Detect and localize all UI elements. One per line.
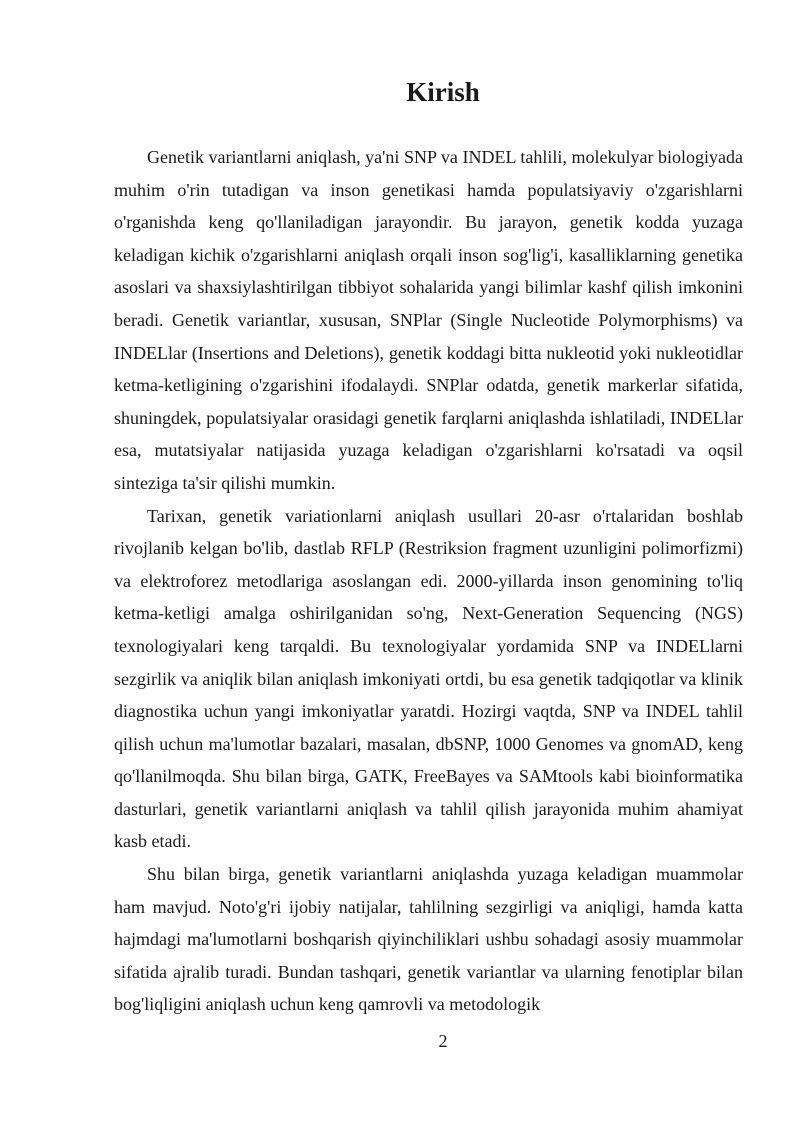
paragraph-1: Genetik variantlarni aniqlash, ya'ni SNP va INDEL tahlili, molekulyar biologiyada muhim o'rin tutadigan va inson genetikasi hamda populatsiyaviy o'zgarishlarni o'rganishda keng qo'llaniladigan jarayondir. Bu jarayon, genetik kodda yuzaga keladigan kichik o'zgarishlarni aniqlash orqali inson sog'lig'i, kasalliklarning genetika asoslari va shaxsiylashtirilgan tibbiyot sohalarida yangi bilimlar kashf qilish imkonini beradi. Genetik variantlar, xususan, SNPlar (Single Nucleotide Polymorphisms) va INDELlar (Insertions and Deletions), genetik koddagi bitta nukleotid yoki nukleotidlar ketma-ketligining o'zgarishini ifodalaydi. SNPlar odatda, genetik markerlar sifatida, shuningdek, populatsiyalar orasidagi genetik farqlarni aniqlashda ishlatiladi, INDELlar esa, mutatsiyalar natijasida yuzaga keladigan o'zgarishlarni ko'rsatadi va oqsil sinteziga ta'sir qilishi mumkin. [114, 147, 743, 493]
page-title: Kirish [406, 77, 480, 107]
body-text [114, 141, 743, 1021]
paragraph-3: Shu bilan birga, genetik variantlarni aniqlashda yuzaga keladigan muammolar ham mavjud. Noto'g'ri ijobiy natijalar, tahlilning sezgirligi va aniqligi, hamda katta hajmdagi ma'lumotlarni boshqarish qiyinchiliklari ushbu sohadagi asosiy muammolar sifatida ajralib turadi. Bundan tashqari, genetik variantlar va ularning fenotiplar bilan bog'liqligini aniqlash uchun keng qamrovli va metodologik [114, 864, 743, 1015]
paragraph-2: Tarixan, genetik variationlarni aniqlash usullari 20-asr o'rtalaridan boshlab rivojlanib kelgan bo'lib, dastlab RFLP (Restriksion fragment uzunligini polimorfizmi) va elektroforez metodlariga asoslangan edi. 2000-yillarda inson genomining to'liq ketma-ketligi amalga oshirilganidan so'ng, Next-Generation Sequencing (NGS) texnologiyalari keng tarqaldi. Bu texnologiyalar yordamida SNP va INDELlarni sezgirlik va aniqlik bilan aniqlash imkoniyati ortdi, bu esa genetik tadqiqotlar va klinik diagnostika uchun yangi imkoniyatlar yaratdi. Hozirgi vaqtda, SNP va INDEL tahlil qilish uchun ma'lumotlar bazalari, masalan, dbSNP, 1000 Genomes va gnomAD, keng qo'llanilmoqda. Shu bilan birga, GATK, FreeBayes va SAMtools kabi bioinformatika dasturlari, genetik variantlarni aniqlash va tahlil qilish jarayonida muhim ahamiyat kasb etadi. [114, 505, 743, 852]
page-number: 2 [438, 1031, 448, 1051]
